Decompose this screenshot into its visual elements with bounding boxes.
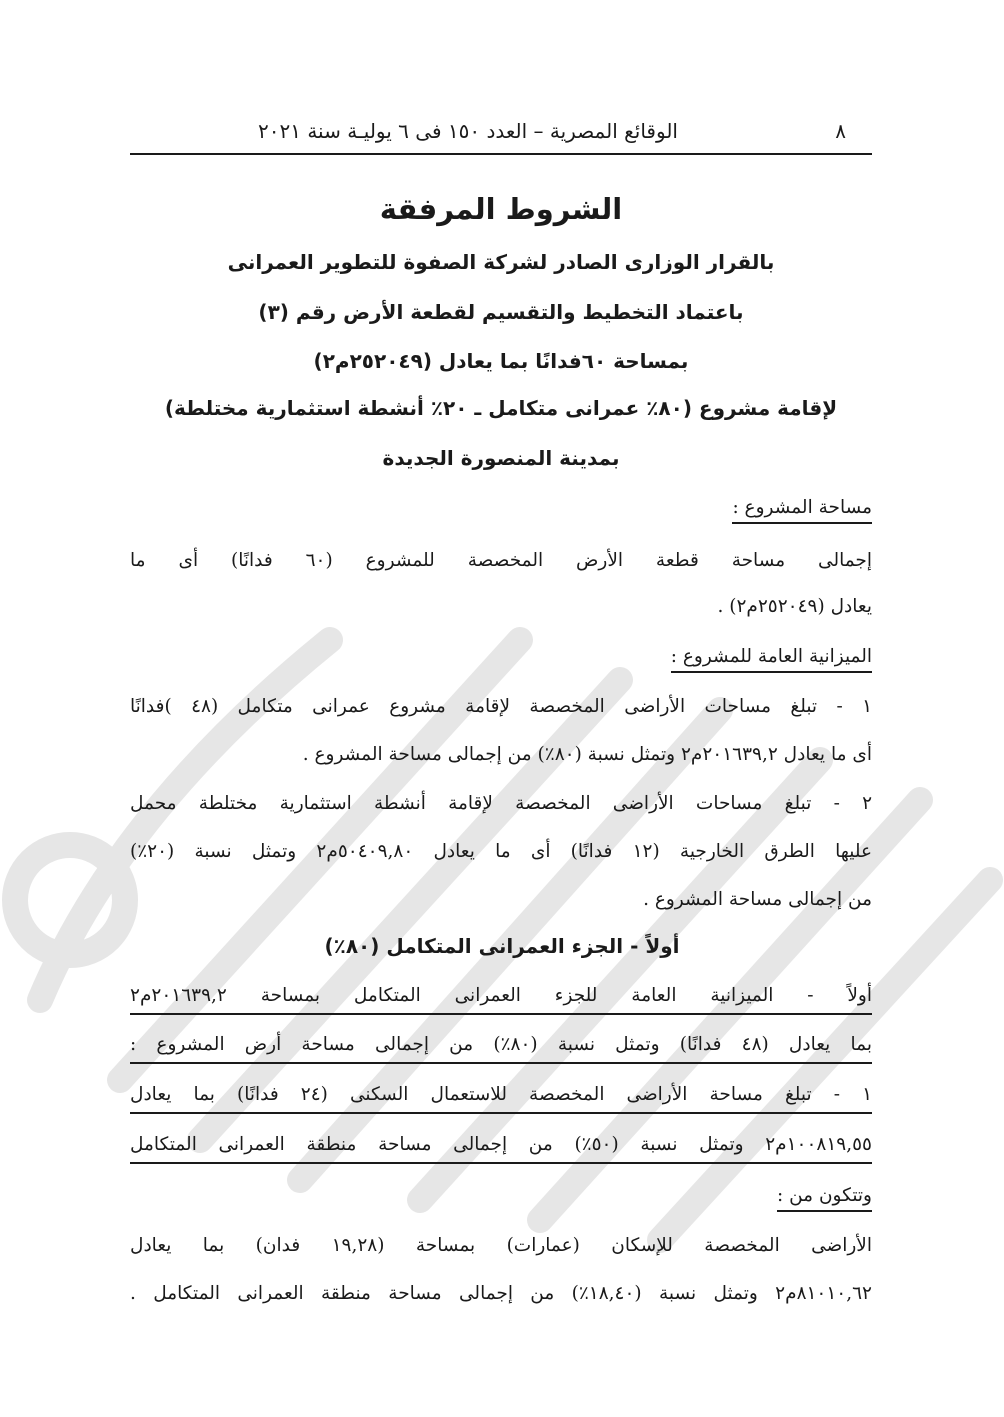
publication-line: الوقائع المصرية – العدد ١٥٠ فى ٦ يوليـة سنة ٢٠٢١ (258, 119, 678, 143)
subtitle-line-3: بمساحة ٦٠فدانًا بما يعادل (٢٥٢٠٤٩م٢) (313, 349, 689, 373)
subtitle-line-1: بالقرار الوزارى الصادر لشركة الصفوة للتطوير العمرانى (227, 250, 775, 274)
subtitle-line-2: باعتماد التخطيط والتقسيم لقطعة الأرض رقم (٣) (258, 300, 744, 324)
paragraph-line: ١ - تبلغ مساحات الأراضى المخصصة لإقامة مشروع عمرانى متكامل (٤٨ )فدانًا (130, 696, 872, 717)
page-number: ٨ (835, 119, 846, 143)
page-header (130, 113, 872, 155)
area-text-line: إجمالى مساحة قطعة الأرض المخصصة للمشروع (٦٠ فدانًا) أى ما (130, 550, 872, 571)
section-heading: أولاً - الجزء العمرانى المتكامل (٨٠٪) (324, 934, 680, 958)
document-title: الشروط المرفقة (379, 192, 623, 226)
paragraph-line: بما يعادل (٤٨ فدانًا) وتمثل نسبة (٨٠٪) من إجمالى مساحة أرض المشروع : (130, 1032, 872, 1064)
paragraph-line: من إجمالى مساحة المشروع . (643, 889, 872, 910)
paragraph-line: عليها الطرق الخارجية (١٢ فدانًا) أى ما يعادل ٥٠٤٠٩,٨٠م٢ وتمثل نسبة (٢٠٪) (130, 841, 872, 862)
paragraph-line: ١٠٠٨١٩,٥٥م٢ وتمثل نسبة (٥٠٪) من إجمالى مساحة منطقة العمرانى المتكامل (130, 1132, 872, 1164)
paragraph-line: الأراضى المخصصة للإسكان (عمارات) بمساحة (١٩,٢٨ فدان) بما يعادل (130, 1235, 872, 1256)
subtitle-line-4: لإقامة مشروع (٨٠٪ عمرانى متكامل ـ ٢٠٪ أنشطة استثمارية مختلطة) (164, 396, 838, 420)
paragraph-line: ٨١٠١٠,٦٢م٢ وتمثل نسبة (١٨,٤٠٪) من إجمالى مساحة منطقة العمرانى المتكامل . (130, 1283, 872, 1304)
area-text-line: يعادل (٢٥٢٠٤٩م٢) . (717, 596, 872, 617)
budget-heading: الميزانية العامة للمشروع : (671, 644, 872, 670)
paragraph-line: ٢ - تبلغ مساحات الأراضى المخصصة لإقامة أنشطة استثمارية مختلطة محمل (130, 793, 872, 814)
paragraph-line: أولاً - الميزانية العامة للجزء العمرانى المتكامل بمساحة ٢٠١٦٣٩,٢م٢ (130, 983, 872, 1015)
paragraph-line: ١ - تبلغ مساحة الأراضى المخصصة للاستعمال السكنى (٢٤ فدانًا) بما يعادل (130, 1082, 872, 1114)
subtitle-line-5: بمدينة المنصورة الجديدة (382, 446, 620, 470)
area-heading: مساحة المشروع : (732, 495, 872, 521)
paragraph-line: أى ما يعادل ٢٠١٦٣٩,٢م٢ وتمثل نسبة (٨٠٪) من إجمالى مساحة المشروع . (302, 744, 872, 765)
paragraph-line: وتتكون من : (777, 1183, 872, 1209)
